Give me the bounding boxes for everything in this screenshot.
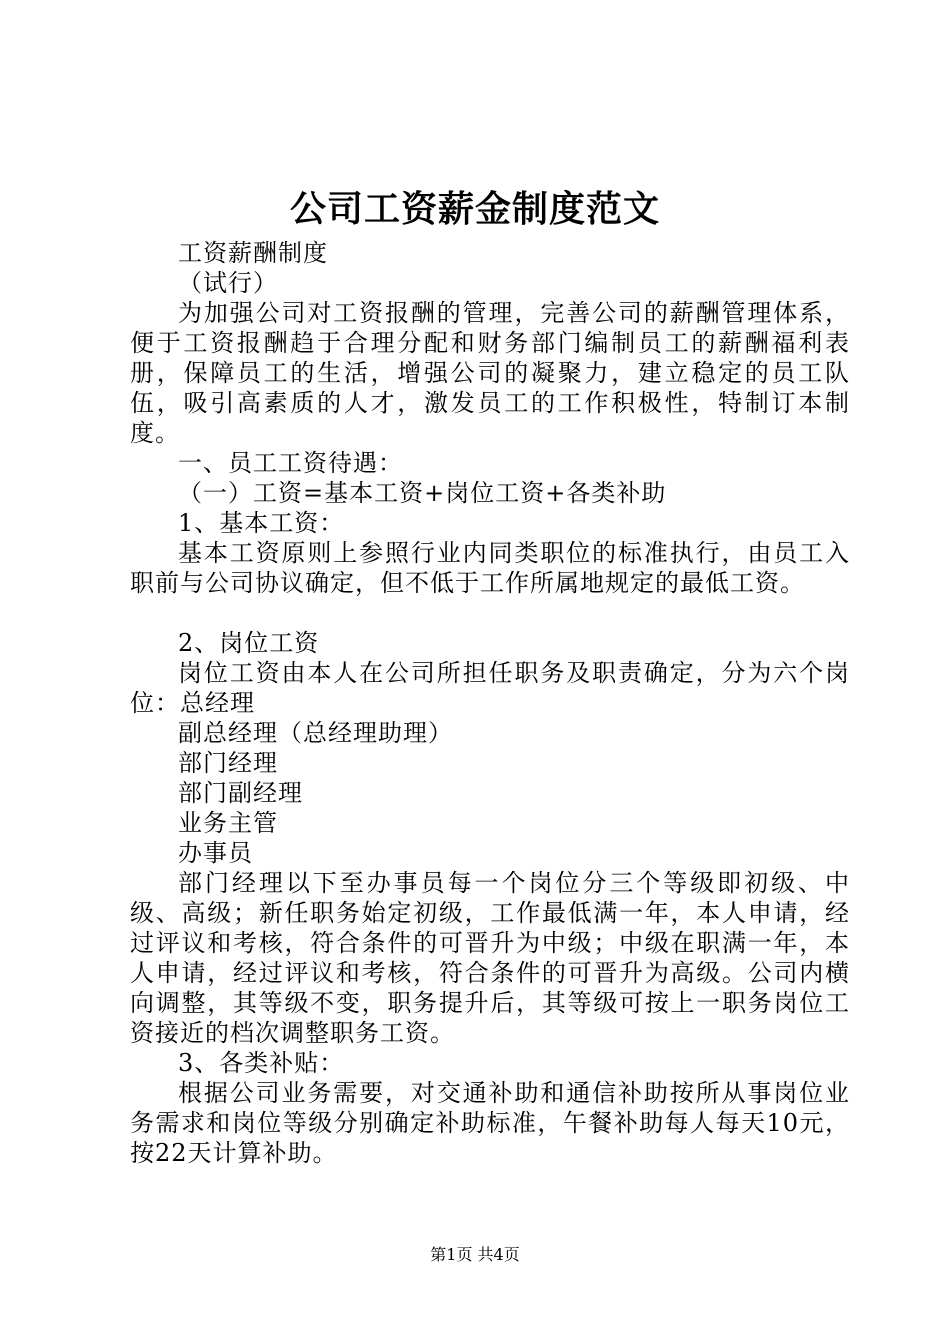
item-heading-position-salary: 2、岗位工资 xyxy=(178,629,320,657)
paragraph-basic-salary: 基本工资原则上参照行业内同类职位的标准执行，由员工入职前与公司协议确定，但不低于工作所属地规定的最低工资。 xyxy=(130,539,850,597)
paragraph-intro: 为加强公司对工资报酬的管理，完善公司的薪酬管理体系，便于工资报酬趋于合理分配和财务部门编制员工的薪酬福利表册，保障员工的生活，增强公司的凝聚力，建立稳定的员工队伍，吸引高素质的人才，激发员工的工作积极性，特制订本制度。 xyxy=(130,299,850,447)
item-heading-allowances: 3、各类补贴： xyxy=(178,1049,345,1077)
subsection-formula: （一）工资=基本工资+岗位工资+各类补助 xyxy=(178,479,667,507)
paragraph-grade-levels: 部门经理以下至办事员每一个岗位分三个等级即初级、中级、高级；新任职务始定初级，工作最低满一年，本人申请，经过评议和考核，符合条件的可晋升为中级；中级在职满一年，本人申请，经过评议和考核，符合条件的可晋升为高级。公司内横向调整，其等级不变，职务提升后，其等级可按上一职务岗位工资接近的档次调整职务工资。 xyxy=(130,869,850,1047)
paragraph-trial-note: （试行） xyxy=(178,269,278,297)
paragraph-allowances: 根据公司业务需要，对交通补助和通信补助按所从事岗位业务需求和岗位等级分别确定补助标准，午餐补助每人每天10元，按22天计算补助。 xyxy=(130,1079,850,1167)
paragraph-position-salary: 岗位工资由本人在公司所担任职务及职责确定，分为六个岗位：总经理 xyxy=(130,659,850,717)
section-heading-salary: 一、员工工资待遇： xyxy=(178,449,403,477)
position-item: 业务主管 xyxy=(178,809,278,837)
item-heading-basic-salary: 1、基本工资： xyxy=(178,509,345,537)
paragraph-heading: 工资薪酬制度 xyxy=(178,239,328,267)
position-item: 办事员 xyxy=(178,839,253,867)
position-item: 副总经理（总经理助理） xyxy=(178,719,453,747)
position-item: 部门经理 xyxy=(178,749,278,777)
position-item: 部门副经理 xyxy=(178,779,303,807)
document-title: 公司工资薪金制度范文 xyxy=(289,188,660,230)
document-body xyxy=(130,238,850,1168)
page-number: 第1页 共4页 xyxy=(430,1245,520,1264)
